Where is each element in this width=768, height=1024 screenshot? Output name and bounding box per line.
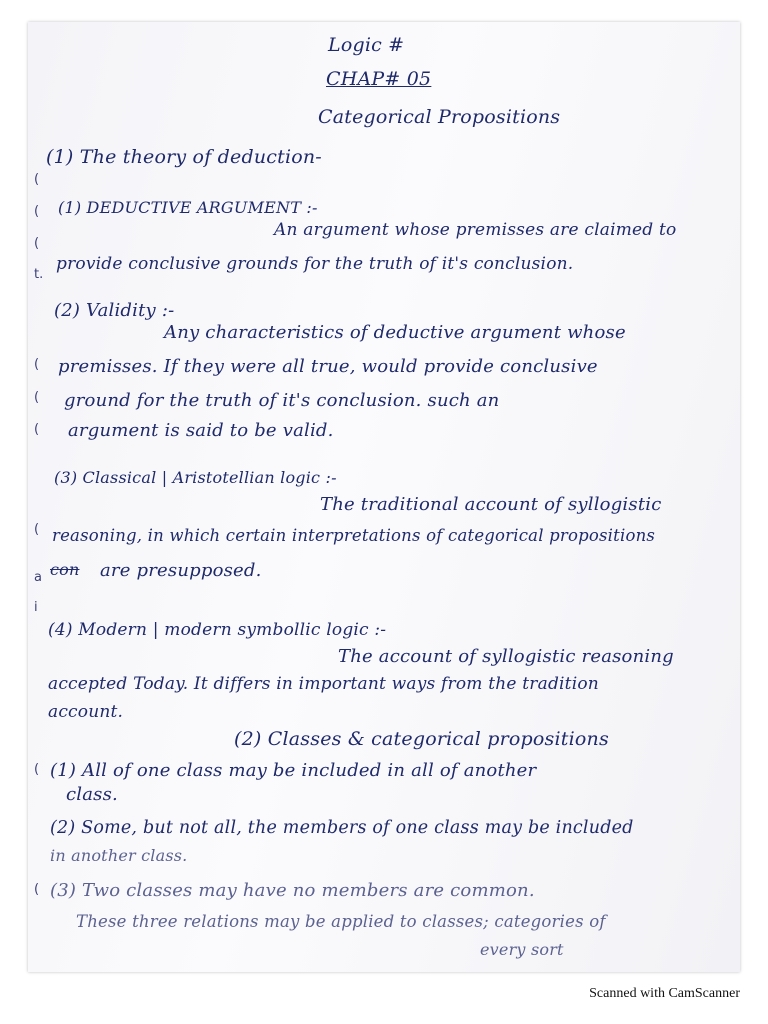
proposition-line: (2) Some, but not all, the members of one class may be included <box>50 818 634 838</box>
margin-mark: ( <box>34 172 40 187</box>
section-heading: (2) Classes & categorical propositions <box>234 728 609 750</box>
proposition-line: class. <box>66 784 118 805</box>
margin-mark: t. <box>34 267 44 282</box>
closing-line: every sort <box>480 940 564 959</box>
margin-mark: ( <box>34 522 40 537</box>
definition-line: reasoning, in which certain interpretations of categorical propositions <box>52 526 656 545</box>
proposition-line: in another class. <box>50 846 188 865</box>
margin-mark: ( <box>34 357 40 372</box>
definition-line: argument is said to be valid. <box>68 420 334 441</box>
margin-mark: ( <box>34 762 40 777</box>
item-label: (1) DEDUCTIVE ARGUMENT :- <box>58 198 318 217</box>
struck-word: con <box>50 560 80 579</box>
margin-mark: ( <box>34 390 40 405</box>
proposition-line: (3) Two classes may have no members are common. <box>50 880 535 901</box>
item-label: (2) Validity :- <box>54 300 175 321</box>
definition-line: The account of syllogistic reasoning <box>338 646 674 667</box>
margin-mark: a <box>34 570 42 585</box>
definition-line: ground for the truth of it's conclusion. such an <box>64 390 500 411</box>
definition-line: accepted Today. It differs in important ways from the tradition <box>48 674 599 694</box>
notebook-page <box>28 22 740 972</box>
margin-mark: i <box>34 600 38 615</box>
proposition-line: (1) All of one class may be included in all of another <box>50 760 537 781</box>
margin-mark: ( <box>34 422 40 437</box>
margin-mark: ( <box>34 204 40 219</box>
section-heading: (1) The theory of deduction- <box>46 146 322 168</box>
definition-line: The traditional account of syllogistic <box>320 494 662 515</box>
item-label: (4) Modern | modern symbollic logic :- <box>48 620 387 640</box>
definition-line: account. <box>48 702 124 722</box>
definition-line: premisses. If they were all true, would provide conclusive <box>58 356 598 377</box>
definition-line: are presupposed. <box>100 560 262 581</box>
definition-line: Any characteristics of deductive argument whose <box>164 322 626 343</box>
topic-title: Categorical Propositions <box>318 106 561 128</box>
margin-mark: ( <box>34 236 40 251</box>
margin-mark: ( <box>34 882 40 897</box>
course-title: Logic # <box>328 34 405 56</box>
definition-line: provide conclusive grounds for the truth of it's conclusion. <box>56 254 574 274</box>
chapter-title: CHAP# 05 <box>326 68 432 90</box>
closing-line: These three relations may be applied to classes; categories of <box>76 912 606 931</box>
item-label: (3) Classical | Aristotellian logic :- <box>54 468 337 487</box>
scanner-watermark: Scanned with CamScanner <box>589 986 740 1001</box>
definition-line: An argument whose premisses are claimed to <box>274 220 677 240</box>
